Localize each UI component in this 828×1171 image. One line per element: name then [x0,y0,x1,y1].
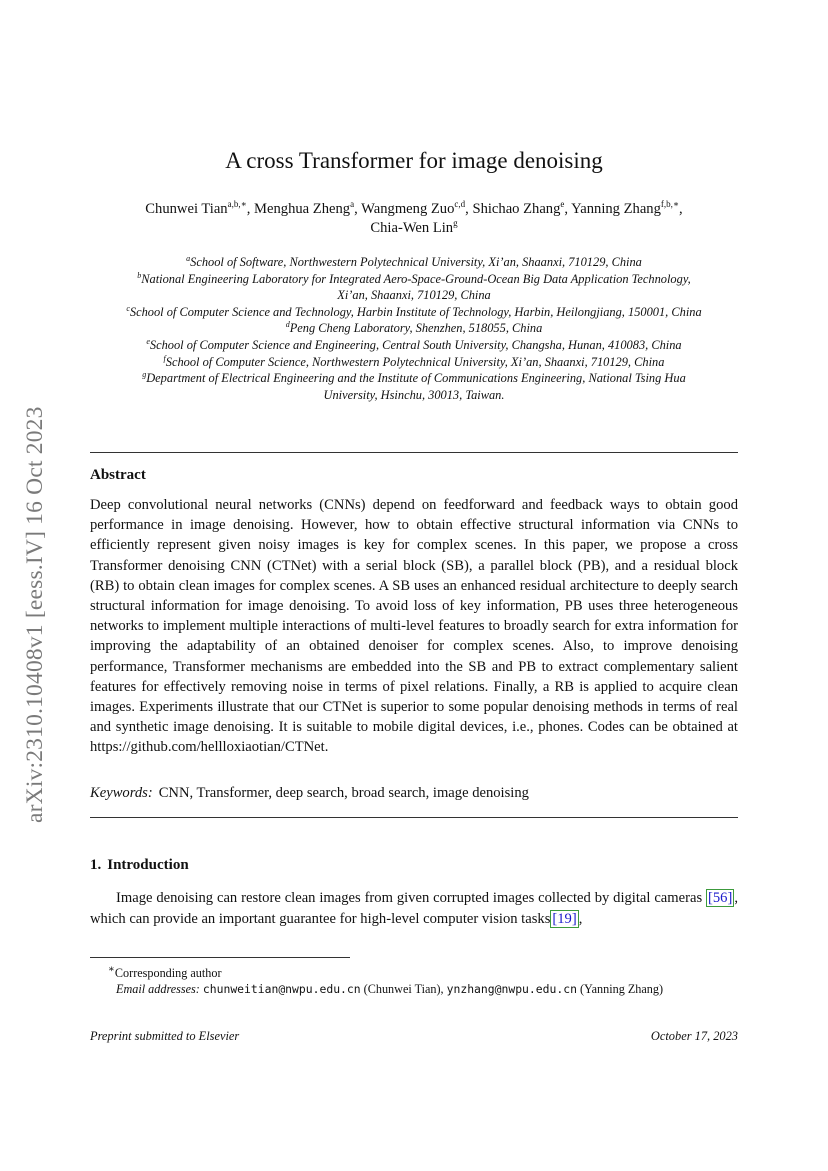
affiliation: University, Hsinchu, 30013, Taiwan. [323,387,505,402]
email-link[interactable]: chunweitian@nwpu.edu.cn [202,982,361,997]
affiliation: $^a$School of Software, Northwestern Polytechnical University, Xi’an, Shaanxi, 710129, China [186,253,642,269]
affiliation: $^d$Peng Cheng Laboratory, Shenzhen, 518055, China [285,320,543,336]
author: Shichao Zhang$^e$, [472,199,572,217]
author-list [90,200,738,238]
email-footnote: Email addresses: chunweitian@nwpu.edu.cn (Chunwei Tian), ynzhang@nwpu.edu.cn (Yanning Zhang) [116,982,664,997]
footnote-rule [90,957,350,958]
author: Chunwei Tian$^{a,b,∗}$, [145,199,255,217]
section-heading-introduction [90,857,189,874]
keywords-label: Keywords: [90,785,153,801]
footnotes [90,962,738,998]
abstract-body: Deep convolutional neural networks (CNNs) depend on feedforward and feedback ways to obtain good performance in image denoising. However, how to obtain effective structural information via CNNs to efficiently represent given noisy images is key for complex scenes. In this paper, we propose a cross Transformer denoising CNN (CTNet) with a serial block (SB), a parallel block (PB), and a residual block (RB) to obtain clean images for complex scenes. A SB uses an enhanced residual architecture to deeply search structural information for image denoising. To avoid loss of key information, PB uses three heterogeneous networks to implement multiple interactions of multi-level features to broadly search for extra information for improving the adaptability of an obtained denoiser for complex scenes. Also, to improve denoising performance, Transformer mechanisms are embedded into the SB and PB to extract complementary salient features for effectively removing noise in terms of pixel relations. Finally, a RB is applied to acquire clean images. Experiments illustrate that our CTNet is superior to some popular denoising methods in terms of real and synthetic image denoising. It is suitable to mobile digital devices, i.e., phones. Codes can be obtained at https://github.com/hellloxiaotian/CTNet. [90,497,738,756]
keywords-list: CNN, Transformer, deep search, broad search, image denoising [158,785,529,801]
introduction-paragraph: Image denoising can restore clean images from given corrupted images collected by digital cameras [56] , which can provide an important guarantee for high-level computer vision tasks [19] , [90,890,738,927]
corresponding-footnote: ∗Corresponding author [108,964,222,981]
section-number: 1. [90,857,102,873]
author: Chia-Wen Lin$^g$ [370,218,458,236]
keywords [90,785,738,802]
affiliation: $^b$National Engineering Laboratory for Integrated Aero-Space-Ground-Ocean Big Data Application Technology, [137,270,691,286]
author: Menghua Zheng$^a$, [254,199,362,217]
affiliation-list [84,254,744,403]
citation-link[interactable]: [19] [552,911,577,927]
abstract-heading: Abstract [90,467,146,483]
affiliation: Xi’an, Shaanxi, 710129, China [337,288,491,303]
paper-title: A cross Transformer for image denoising [225,148,603,173]
abstract-top-rule [90,452,738,453]
author: Wangmeng Zuo$^{c,d}$, [361,199,473,217]
email-link[interactable]: ynzhang@nwpu.edu.cn [446,982,577,997]
affiliation: $^g$Department of Electrical Engineering and the Institute of Communications Engineering, National Tsing Hua [142,370,686,386]
affiliation: $^e$School of Computer Science and Engineering, Central South University, Changsha, Hunan, 410083, China [146,336,682,352]
preprint-date: October 17, 2023 [650,1029,738,1043]
affiliation: $^c$School of Computer Science and Technology, Harbin Institute of Technology, Harbin, Heilongjiang, 150001, China [126,303,702,319]
preprint-note: Preprint submitted to Elsevier [90,1029,240,1043]
affiliation: $^f$School of Computer Science, Northwestern Polytechnical University, Xi’an, Shaanxi, 710129, China [163,353,665,369]
author: Yanning Zhang$^{f,b,∗}$, [571,199,683,217]
abstract-bottom-rule [90,817,738,818]
arxiv-side-stamp: arXiv:2310.10408v1 [eess.IV] 16 Oct 2023 [22,406,48,824]
section-title: Introduction [107,857,189,873]
citation-link[interactable]: [56] [708,890,733,906]
